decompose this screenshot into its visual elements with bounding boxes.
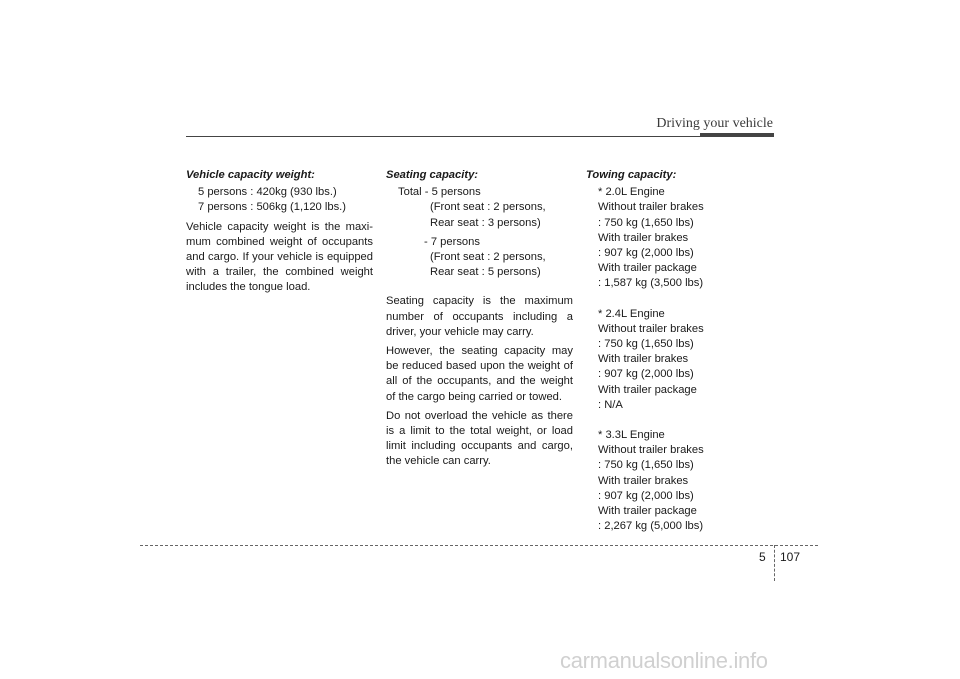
without-brakes-label: Without trailer brakes: [598, 322, 704, 335]
without-brakes-value: : 750 kg (1,650 lbs): [598, 216, 694, 229]
engine-name: * 2.0L Engine: [598, 186, 665, 199]
seating-7-front: (Front seat : 2 persons,: [430, 251, 546, 264]
header-rule: [186, 136, 700, 137]
watermark-logo: carmanualsonline.info: [560, 648, 768, 673]
engine-name: * 3.3L Engine: [598, 429, 665, 442]
seating-7-rear: Rear seat : 5 persons): [430, 266, 541, 279]
capacity-7-persons: 7 persons : 506kg (1,120 lbs.): [198, 201, 347, 214]
seating-capacity-heading: Seating capacity:: [386, 169, 479, 181]
page-number-divider: [774, 545, 775, 581]
vehicle-capacity-body: Vehicle capacity weight is the maxi-mum combined weight of occupants and cargo. If your vehicle is equipped with a trailer, the combined weight includes the tongue load.: [186, 220, 373, 294]
seating-paragraph-1: Seating capacity is the maximum number of occupants including a driver, your vehicle may carry.: [386, 295, 573, 338]
engine-block-2-0l: [586, 185, 776, 291]
page-number: 107: [780, 550, 801, 564]
header-rule-accent: [700, 133, 774, 137]
with-package-label: With trailer package: [598, 383, 697, 396]
without-brakes-value: : 750 kg (1,650 lbs): [598, 338, 694, 351]
section-number: 5: [759, 550, 766, 564]
with-brakes-label: With trailer brakes: [598, 231, 689, 244]
with-package-value: : N/A: [598, 398, 623, 411]
section-title: Driving your vehicle: [656, 116, 773, 131]
without-brakes-label: Without trailer brakes: [598, 444, 704, 457]
towing-capacity-heading: Towing capacity:: [586, 169, 677, 181]
without-brakes-value: : 750 kg (1,650 lbs): [598, 459, 694, 472]
seating-5-rear: Rear seat : 3 persons): [430, 216, 541, 229]
with-package-value: : 1,587 kg (3,500 lbs): [598, 277, 704, 290]
seating-paragraph-2: However, the seating capacity may be reduced based upon the weight of all of the occupants, and the weight of the cargo being carried or towed.: [386, 345, 573, 403]
seating-7-total: - 7 persons: [424, 235, 480, 248]
engine-block-2-4l: [586, 307, 776, 413]
seating-5-front: (Front seat : 2 persons,: [430, 201, 546, 214]
with-package-label: With trailer package: [598, 262, 697, 275]
seating-capacity-column: [386, 168, 573, 470]
vehicle-capacity-heading: Vehicle capacity weight:: [186, 169, 315, 181]
engine-block-3-3l: [586, 428, 776, 534]
with-brakes-label: With trailer brakes: [598, 353, 689, 366]
seating-5-total: Total - 5 persons: [398, 186, 481, 199]
with-package-value: : 2,267 kg (5,000 lbs): [598, 520, 704, 533]
with-brakes-value: : 907 kg (2,000 lbs): [598, 489, 694, 502]
engine-name: * 2.4L Engine: [598, 307, 665, 320]
without-brakes-label: Without trailer brakes: [598, 201, 704, 214]
footer-rule: [140, 545, 818, 546]
with-package-label: With trailer package: [598, 505, 697, 518]
capacity-5-persons: 5 persons : 420kg (930 lbs.): [198, 186, 337, 199]
with-brakes-value: : 907 kg (2,000 lbs): [598, 247, 694, 260]
seating-paragraph-3: Do not overload the vehicle as there is a limit to the total weight, or load limit including occupants and cargo, the vehicle can carry.: [386, 409, 573, 468]
towing-capacity-column: [586, 168, 776, 534]
with-brakes-value: : 907 kg (2,000 lbs): [598, 368, 694, 381]
vehicle-capacity-column: [186, 168, 373, 296]
with-brakes-label: With trailer brakes: [598, 474, 689, 487]
